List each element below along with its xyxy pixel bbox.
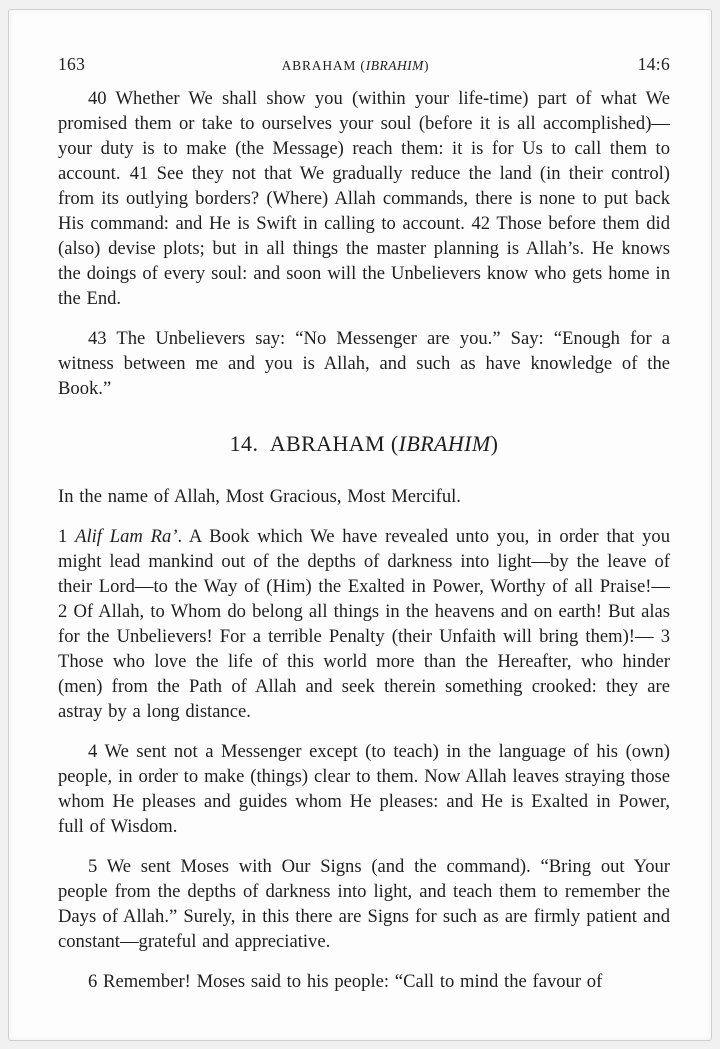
verse-paragraph-6 [58,969,670,994]
verse-paragraph-1-3 [58,524,670,724]
italic-text-run: IBRAHIM [398,431,491,456]
bismillah: In the name of Allah, Most Gracious, Most Merciful. [58,486,461,507]
scanned-book-page [8,9,712,1041]
italic-text-run: IBRAHIM [365,58,424,73]
verse-paragraph-4 [58,739,670,839]
surah-heading [58,431,670,457]
body-text [58,86,670,994]
verse-paragraph-43 [58,326,670,401]
text-run: 4 We sent not a Messenger except (to teach) in the language of his (own) people, in order to make (things) clear to them. Now Allah leaves straying those whom He pleases and guides whom He pleases: and He is Exalted in Power, full of Wisdom. [58,741,670,837]
chapter-verse-reference: 14:6 [637,54,670,74]
text-run: 43 The Unbelievers say: “No Messenger are you.” Say: “Enough for a witness between me and you is Allah, and such as have knowledge of the Book.” [58,328,670,399]
text-run: 14. ABRAHAM ( [229,431,399,456]
text-run: 40 Whether We shall show you (within your life-time) part of what We promised them or take to ourselves your soul (before it is all accomplished)—your duty is to make (the Message) reach them: it is for Us to call them to account. 41 See they not that We gradually reduce the land (in their control) from its outlying borders? (Where) Allah commands, there is none to put back His command: and He is Swift in calling to account. 42 Those before them did (also) devise plots; but in all things the master planning is Allah’s. He knows the doings of every soul: and soon will the Unbelievers know who gets home in the End. [58,88,670,309]
text-column [58,54,670,1009]
verse-paragraph-5 [58,854,670,954]
italic-text-run: Alif Lam Ra’ [75,526,178,547]
running-header [58,54,670,75]
text-run: ABRAHAM ( [281,58,366,73]
text-run: 6 Remember! Moses said to his people: “Call to mind the favour of [88,971,603,992]
text-run: . A Book which We have revealed unto you, in order that you might lead mankind out of the depths of darkness into light—by the leave of their Lord—to the Way of (Him) the Exalted in Power, Worthy of all Praise!— 2 Of Allah, to Whom do belong all things in the heavens and on earth! But alas for the Unbelievers! For a terrible Penalty (their Unfaith will bring them)!— 3 Those who love the life of this world more than the Hereafter, who hinder (men) from the Path of Allah and seek therein something crooked: they are astray by a long distance. [58,526,671,722]
text-run: ) [423,58,430,73]
text-run: 5 We sent Moses with Our Signs (and the command). “Bring out Your people from the depths of darkness into light, and teach them to remember the Days of Allah.” Surely, in this there are Signs for such as are firmly patient and constant—grateful and appreciative. [58,856,670,952]
text-run: 1 [58,526,76,547]
text-run: ) [490,431,499,456]
running-title [282,58,430,74]
page-number: 163 [58,54,86,74]
verse-paragraph-40-42 [58,86,670,311]
